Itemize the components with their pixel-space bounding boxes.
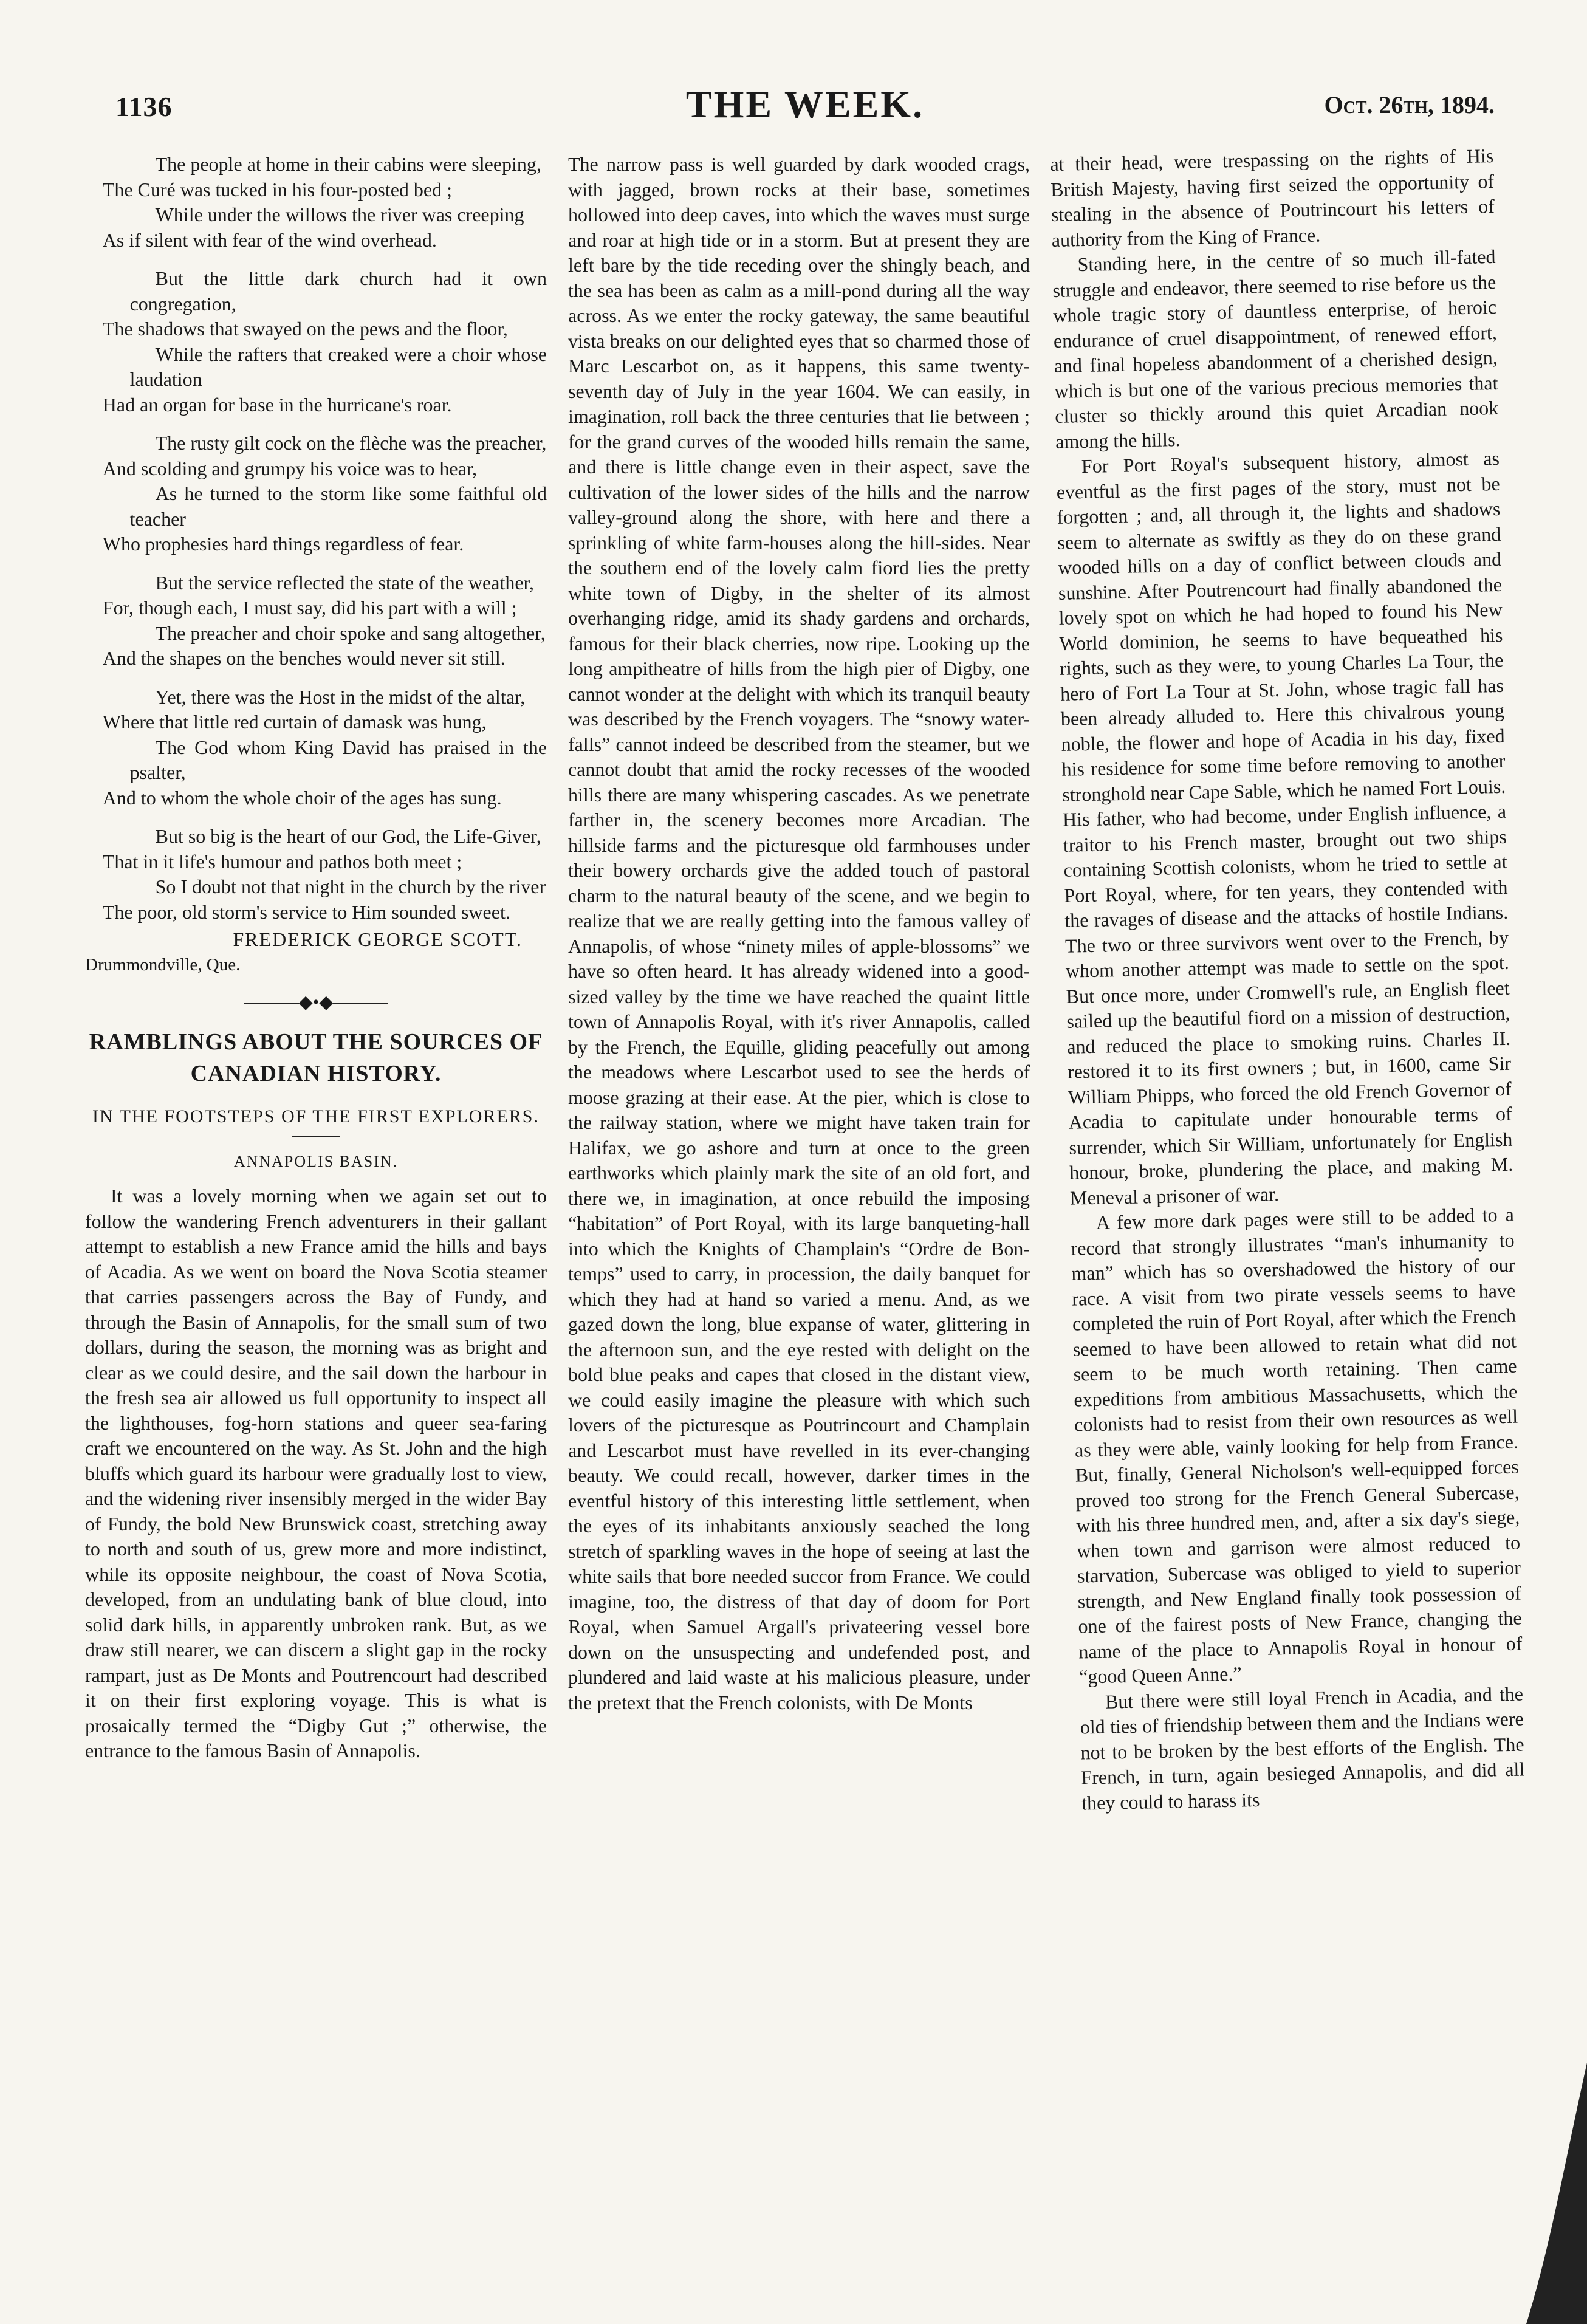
poem-author: FREDERICK GEORGE SCOTT. xyxy=(233,928,523,950)
poem-stanza xyxy=(85,266,547,417)
poem-line: Yet, there was the Host in the midst of the altar, xyxy=(155,685,526,708)
page-number: 1136 xyxy=(115,91,173,122)
poem-stanza xyxy=(85,824,547,925)
poem-line: As he turned to the storm like some faithful old teacher xyxy=(129,482,547,530)
poem-line: So I doubt not that night in the church by the river xyxy=(155,876,546,897)
divider-rule xyxy=(292,1136,340,1137)
article-paragraph: Standing here, in the centre of so much ill-fated struggle and endeavor, there seemed to rise before us the whole tragic story of dauntless enterprise, of heroic endurance of cruel disappointment, of renewed effort, and final hopeless abandonment of a cherished design, which is but one of the various precious memories that cluster so thickly around this quiet Arcadian nook among the hills. xyxy=(1052,245,1499,453)
poem-line: The poor, old storm's service to Him sounded sweet. xyxy=(102,900,510,923)
article-paragraph: But there were still loyal French in Acadia, and the old ties of friendship between them and the Indians were not to be broken by the best efforts of the English. The French, in turn, again besieged Annapolis, and did all they could to harass its xyxy=(1080,1682,1525,1814)
column-1 xyxy=(85,152,547,1764)
page-curl-shadow xyxy=(1514,2063,1587,2324)
issue-date: Oct. 26th, 1894. xyxy=(1324,91,1495,118)
poem-line: The people at home in their cabins were sleeping, xyxy=(155,153,541,175)
article-paragraph: A few more dark pages were still to be added to a record that strongly illustrates “man's inhumanity to man” which has so overshadowed the history of our race. A visit from two pirate vessels seems to have completed the ruin of Port Royal, after which the French seemed to have been allowed to retain what did not seem to be much worth retaining. Then came expeditions from ambitious Massachusetts, which the colonists had to resist from their own resources as well as they were able, vainly looking for help from France. But, finally, General Nicholson's well-equipped forces proved too strong for the French General Subercase, with his three hundred men, and, after a six day's siege, when town and garrison were almost reduced to starvation, Subercase was obliged to yield to superior strength, and New England finally took possession of one of the fairest posts of New France, changing the name of the place to Annapolis Royal in honour of “good Queen Anne.” xyxy=(1071,1203,1523,1688)
poem-line: The preacher and choir spoke and sang altogether, xyxy=(155,622,546,644)
poem-place: Drummondville, Que. xyxy=(85,955,241,975)
poem-stanza xyxy=(85,685,547,811)
poem-line: But the service reflected the state of the weather, xyxy=(155,571,534,594)
poem-stanza xyxy=(85,571,547,671)
poem-line: While under the willows the river was creeping xyxy=(155,204,524,225)
poem-line: Where that little red curtain of damask was hung, xyxy=(102,711,487,733)
poem-line: Who prophesies hard things regardless of fear. xyxy=(102,533,464,555)
poem-line: But so big is the heart of our God, the Life-Giver, xyxy=(155,825,541,847)
article-paragraph: The narrow pass is well guarded by dark wooded crags, with jagged, brown rocks at their base, sometimes hollowed into deep caves, into which the waves must surge and roar at high tide or in a storm. But at present they are left bare by the tide receding over the shingly beach, and the sea has been as calm as a mill-pond during all the way across. As we enter the rocky gateway, the same beautiful vista breaks on our delighted eyes that so charmed those of Marc Lescarbot on, as it happens, this same twenty-seventh day of July in the year 1604. We can easily, in imagination, roll back the three centuries that lie between ; for the grand curves of the wooded hills remain the same, and there is little change even in their aspect, save the cultivation of the lower sides of the hills and the narrow valley-ground along the shore, with here and there a sprinkling of white farm-houses along the hill-sides. Near the southern end of the lovely calm fiord lies the pretty white town of Digby, in the shelter of its almost overhanging ridge, amid its shady gardens and orchards, famous for their black cherries, now ripe. Looking up the long ampitheatre of hills from the high pier of Digby, one cannot wonder at the delight with which its tranquil beauty was described by the French voyagers. The “snowy water-falls” cannot indeed be described from the steamer, but we cannot doubt that amid the rocky recesses of the wooded hills there are many whispering cascades. As we penetrate farther in, the scenery becomes more Arcadian. The hillside farms and the picturesque old farmhouses under their bowery orchards give the added touch of pastoral charm to the natural beauty of the scene, and we begin to realize that we are really getting into the famous valley of Annapolis, of whose “ninety miles of apple-blossoms” we have so often heard. It has already widened into a good-sized valley by the time we have reached the quaint little town of Annapolis Royal, with it's river Annapolis, called by the French, the Equille, gliding peacefully out among the meadows where Lescarbot used to see the herds of moose grazing at their ease. At the pier, which is close to the railway station, where we might have taken train for Halifax, we go ashore and turn at once to the green earthworks which plainly mark the site of an old fort, and there we, in imagination, at once rebuild the imposing “habitation” of Port Royal, with its large banqueting-hall into which the Knights of Champlain's “Ordre de Bon-temps” used to carry, in procession, the daily banquet for which they had at hand so varied a menu. And, as we gazed down the long, blue expanse of water, glittering in the afternoon sun, and the eye rested with delight on the bold blue peaks and capes that closed in the distant view, we could easily imagine the pleasure with which such lovers of the picturesque as Poutrincourt and Champlain and Lescarbot must have revelled in its ever-changing beauty. We could recall, however, darker times in the eventful history of this interesting little settlement, when the eyes of its inhabitants anxiously seached the long stretch of sparkling waves in the hope of seeing at last the white sails that bore needed succor from France. We could imagine, too, the distress of that day of doom for Port Royal, when Samuel Argall's privateering vessel bore down on the unsuspecting and undefended post, and plundered and laid waste at his malicious pleasure, under the pretext that the French colonists, with De Monts xyxy=(568,153,1030,1713)
journal-title: THE WEEK. xyxy=(685,83,925,126)
poem-line: And scolding and grumpy his voice was to hear, xyxy=(102,457,478,479)
poem-line: The Curé was tucked in his four-posted bed ; xyxy=(102,178,453,201)
section-heading: ANNAPOLIS BASIN. xyxy=(233,1152,399,1170)
article-title: RAMBLINGS ABOUT THE SOURCES OF CANADIAN HISTORY. xyxy=(89,1029,543,1086)
poem-line: That in it life's humour and pathos both meet ; xyxy=(102,850,462,872)
poem-line: The rusty gilt cock on the flèche was the preacher, xyxy=(155,432,547,454)
poem-line: As if silent with fear of the wind overhead. xyxy=(102,228,437,251)
poem-line: For, though each, I must say, did his part with a will ; xyxy=(102,597,517,619)
poem-line: The shadows that swayed on the pews and the floor, xyxy=(102,318,508,340)
poem-line: But the little dark church had it own congregation, xyxy=(129,267,547,315)
poem-line: And the shapes on the benches would never sit still. xyxy=(102,647,506,669)
article-paragraph: at their head, were trespassing on the rights of His British Majesty, having first seized the opportunity of stealing in the absence of Poutrincourt his letters of authority from the King of France. xyxy=(1050,144,1495,251)
section-divider: ◆•◆ xyxy=(85,990,547,1015)
poem xyxy=(85,152,547,978)
poem-stanza xyxy=(85,152,547,253)
column-2 xyxy=(568,152,1030,1715)
poem-line: While the rafters that creaked were a choir whose laudation xyxy=(129,343,547,390)
article-paragraph: For Port Royal's subsequent history, almost as eventful as the first pages of the story, must not be forgotten ; and, all through it, the lights and shadows seem to alternate as swiftly as they do on these grand wooded hills on a day of conflict between clouds and sunshine. After Poutrencourt had finally abandoned the lovely spot on which he had hoped to found his New World dominion, he seems to have bequeathed his rights, such as they were, to young Charles La Tour, the hero of Fort La Tour at St. John, whose tragic fall has been already alluded to. Here this chivalrous young noble, the flower and hope of Acadia in his day, fixed his residence for some time before removing to another stronghold near Cape Sable, which he named Fort Louis. His father, who had become, under English influence, a traitor to his French master, brought out two ships containing Scottish colonists, whom he tried to settle at Port Royal, where, for ten years, they contended with the ravages of disease and the attacks of hostile Indians. The two or three survivors went over to the French, by whom another attempt was made to settle on the spot. But once more, under Cromwell's rule, an English fleet sailed up the beautiful fiord on a mission of destruction, and reduced the place to smoking ruins. Charles II. restored it to its first owners ; but, in 1600, came Sir William Phipps, who forced the old French Governor of Acadia to capitulate under honourable terms of surrender, which Sir William, unfortunately for English honour, broke, plundering the place, and making M. Meneval a prisoner of war. xyxy=(1056,447,1513,1209)
poem-line: Had an organ for base in the hurricane's roar. xyxy=(102,393,452,416)
poem-line: And to whom the whole choir of the ages has sung. xyxy=(102,786,502,809)
column-3 xyxy=(1050,143,1525,1816)
article-subtitle: IN THE FOOTSTEPS OF THE FIRST EXPLORERS. xyxy=(92,1106,540,1126)
poem-line: The God whom King David has praised in the psalter, xyxy=(129,736,547,783)
poem-stanza xyxy=(85,431,547,557)
article-paragraph: It was a lovely morning when we again set out to follow the wandering French adventurers in their gallant attempt to establish a new France amid the hills and bays of Acadia. As we went on board the Nova Scotia steamer that carries passengers across the Bay of Fundy, and through the Basin of Annapolis, for the small sum of two dollars, during the season, the morning was as bright and clear as we could desire, and the sail down the harbour in the fresh sea air allowed us full opportunity to inspect all the lighthouses, fog-horn stations and queer sea-faring craft we encountered on the way. As St. John and the high bluffs which guard its harbour were gradually lost to view, and the widening river insensibly merged in the wider Bay of Fundy, the bold New Brunswick coast, stretching away to north and south of us, grew more and more indistinct, while its opposite neighbour, the coast of Nova Scotia, developed, from an undulating bank of blue cloud, into solid dark hills, in apparently unbroken rank. But, as we draw still nearer, we can discern a slight gap in the rocky rampart, just as De Monts and Poutrencourt had described it on their first exploring voyage. This is what is prosaically termed the “Digby Gut ;” otherwise, the entrance to the famous Basin of Annapolis. xyxy=(85,1185,547,1761)
page-header xyxy=(115,82,1495,131)
